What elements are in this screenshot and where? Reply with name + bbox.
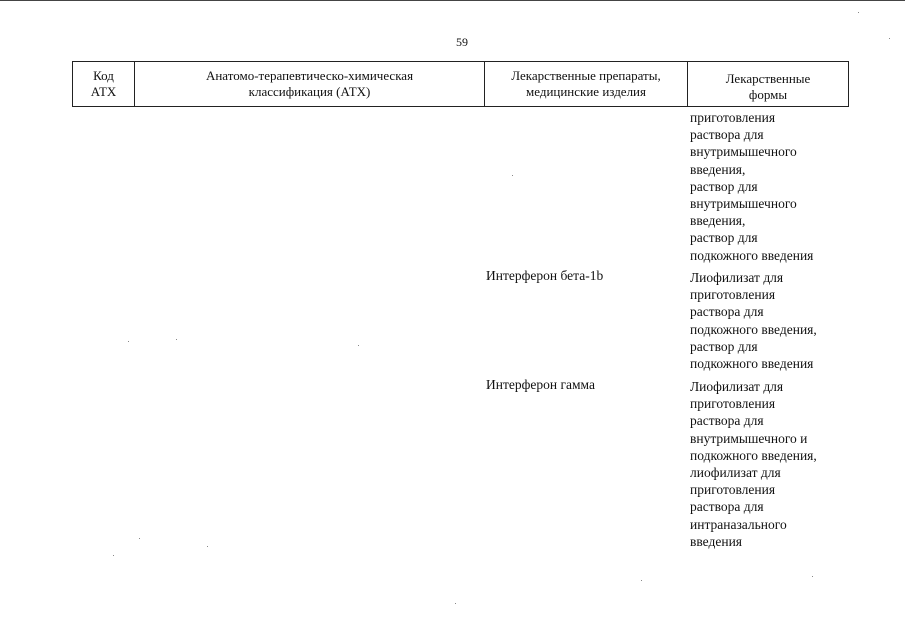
drug-name-interferon-gamma: Интерферон гамма <box>486 377 595 392</box>
form-line: подкожного введения, <box>690 321 817 337</box>
header-classification-label: Анатомо-терапевтическо-химическая классификация (АТХ) <box>205 68 414 99</box>
scan-speck <box>858 12 859 13</box>
header-cell-drugs <box>485 62 688 106</box>
form-line: подкожного введения <box>690 247 814 263</box>
form-line: внутримышечного <box>690 144 797 160</box>
scan-speck <box>641 580 642 581</box>
scan-edge <box>0 0 905 1</box>
form-line: подкожного введения <box>690 356 814 372</box>
form-line: приготовления <box>690 482 776 498</box>
form-line: подкожного введения, <box>690 447 817 463</box>
continued-forms-cell <box>690 109 850 264</box>
form-line: приготовления <box>690 287 776 303</box>
scan-speck <box>207 546 208 547</box>
form-line: раствор для <box>690 338 758 354</box>
form-line: внутримышечного и <box>690 430 808 446</box>
header-atc-code-label: Код АТХ <box>90 68 117 99</box>
form-line: раствора для <box>690 127 764 143</box>
scan-speck <box>812 576 813 577</box>
scan-speck <box>455 603 456 604</box>
header-drugs-label: Лекарственные препараты, медицинские изделия <box>511 68 661 99</box>
scan-speck <box>176 339 177 340</box>
form-line: раствора для <box>690 413 764 429</box>
dosage-forms-cell <box>690 269 850 372</box>
form-line: введения, <box>690 213 746 229</box>
form-line: лиофилизат для <box>690 465 781 481</box>
form-line: приготовления <box>690 110 776 125</box>
scan-speck <box>889 38 890 39</box>
form-line: раствор для <box>690 178 758 194</box>
form-line: введения <box>690 533 743 549</box>
page-number: 59 <box>456 35 468 49</box>
form-line: Лиофилизат для <box>690 270 784 285</box>
form-line: раствор для <box>690 230 758 246</box>
scan-speck <box>128 341 129 342</box>
scan-speck <box>358 345 359 346</box>
form-line: интраназального <box>690 516 787 532</box>
scan-speck <box>512 175 513 176</box>
scan-speck <box>113 555 114 556</box>
drug-name-interferon-beta-1b: Интерферон бета-1b <box>486 268 604 283</box>
header-cell-forms <box>688 62 848 106</box>
form-line: Лиофилизат для <box>690 379 784 394</box>
dosage-forms-cell <box>690 378 850 550</box>
form-line: раствора для <box>690 304 764 320</box>
form-line: введения, <box>690 161 746 177</box>
header-cell-atc-code <box>73 62 135 106</box>
table-header <box>72 61 849 107</box>
form-line: раствора для <box>690 499 764 515</box>
header-cell-classification <box>135 62 485 106</box>
scan-speck <box>139 538 140 539</box>
form-line: приготовления <box>690 396 776 412</box>
header-forms-label: Лекарственные формы <box>725 71 811 102</box>
form-line: внутримышечного <box>690 196 797 212</box>
